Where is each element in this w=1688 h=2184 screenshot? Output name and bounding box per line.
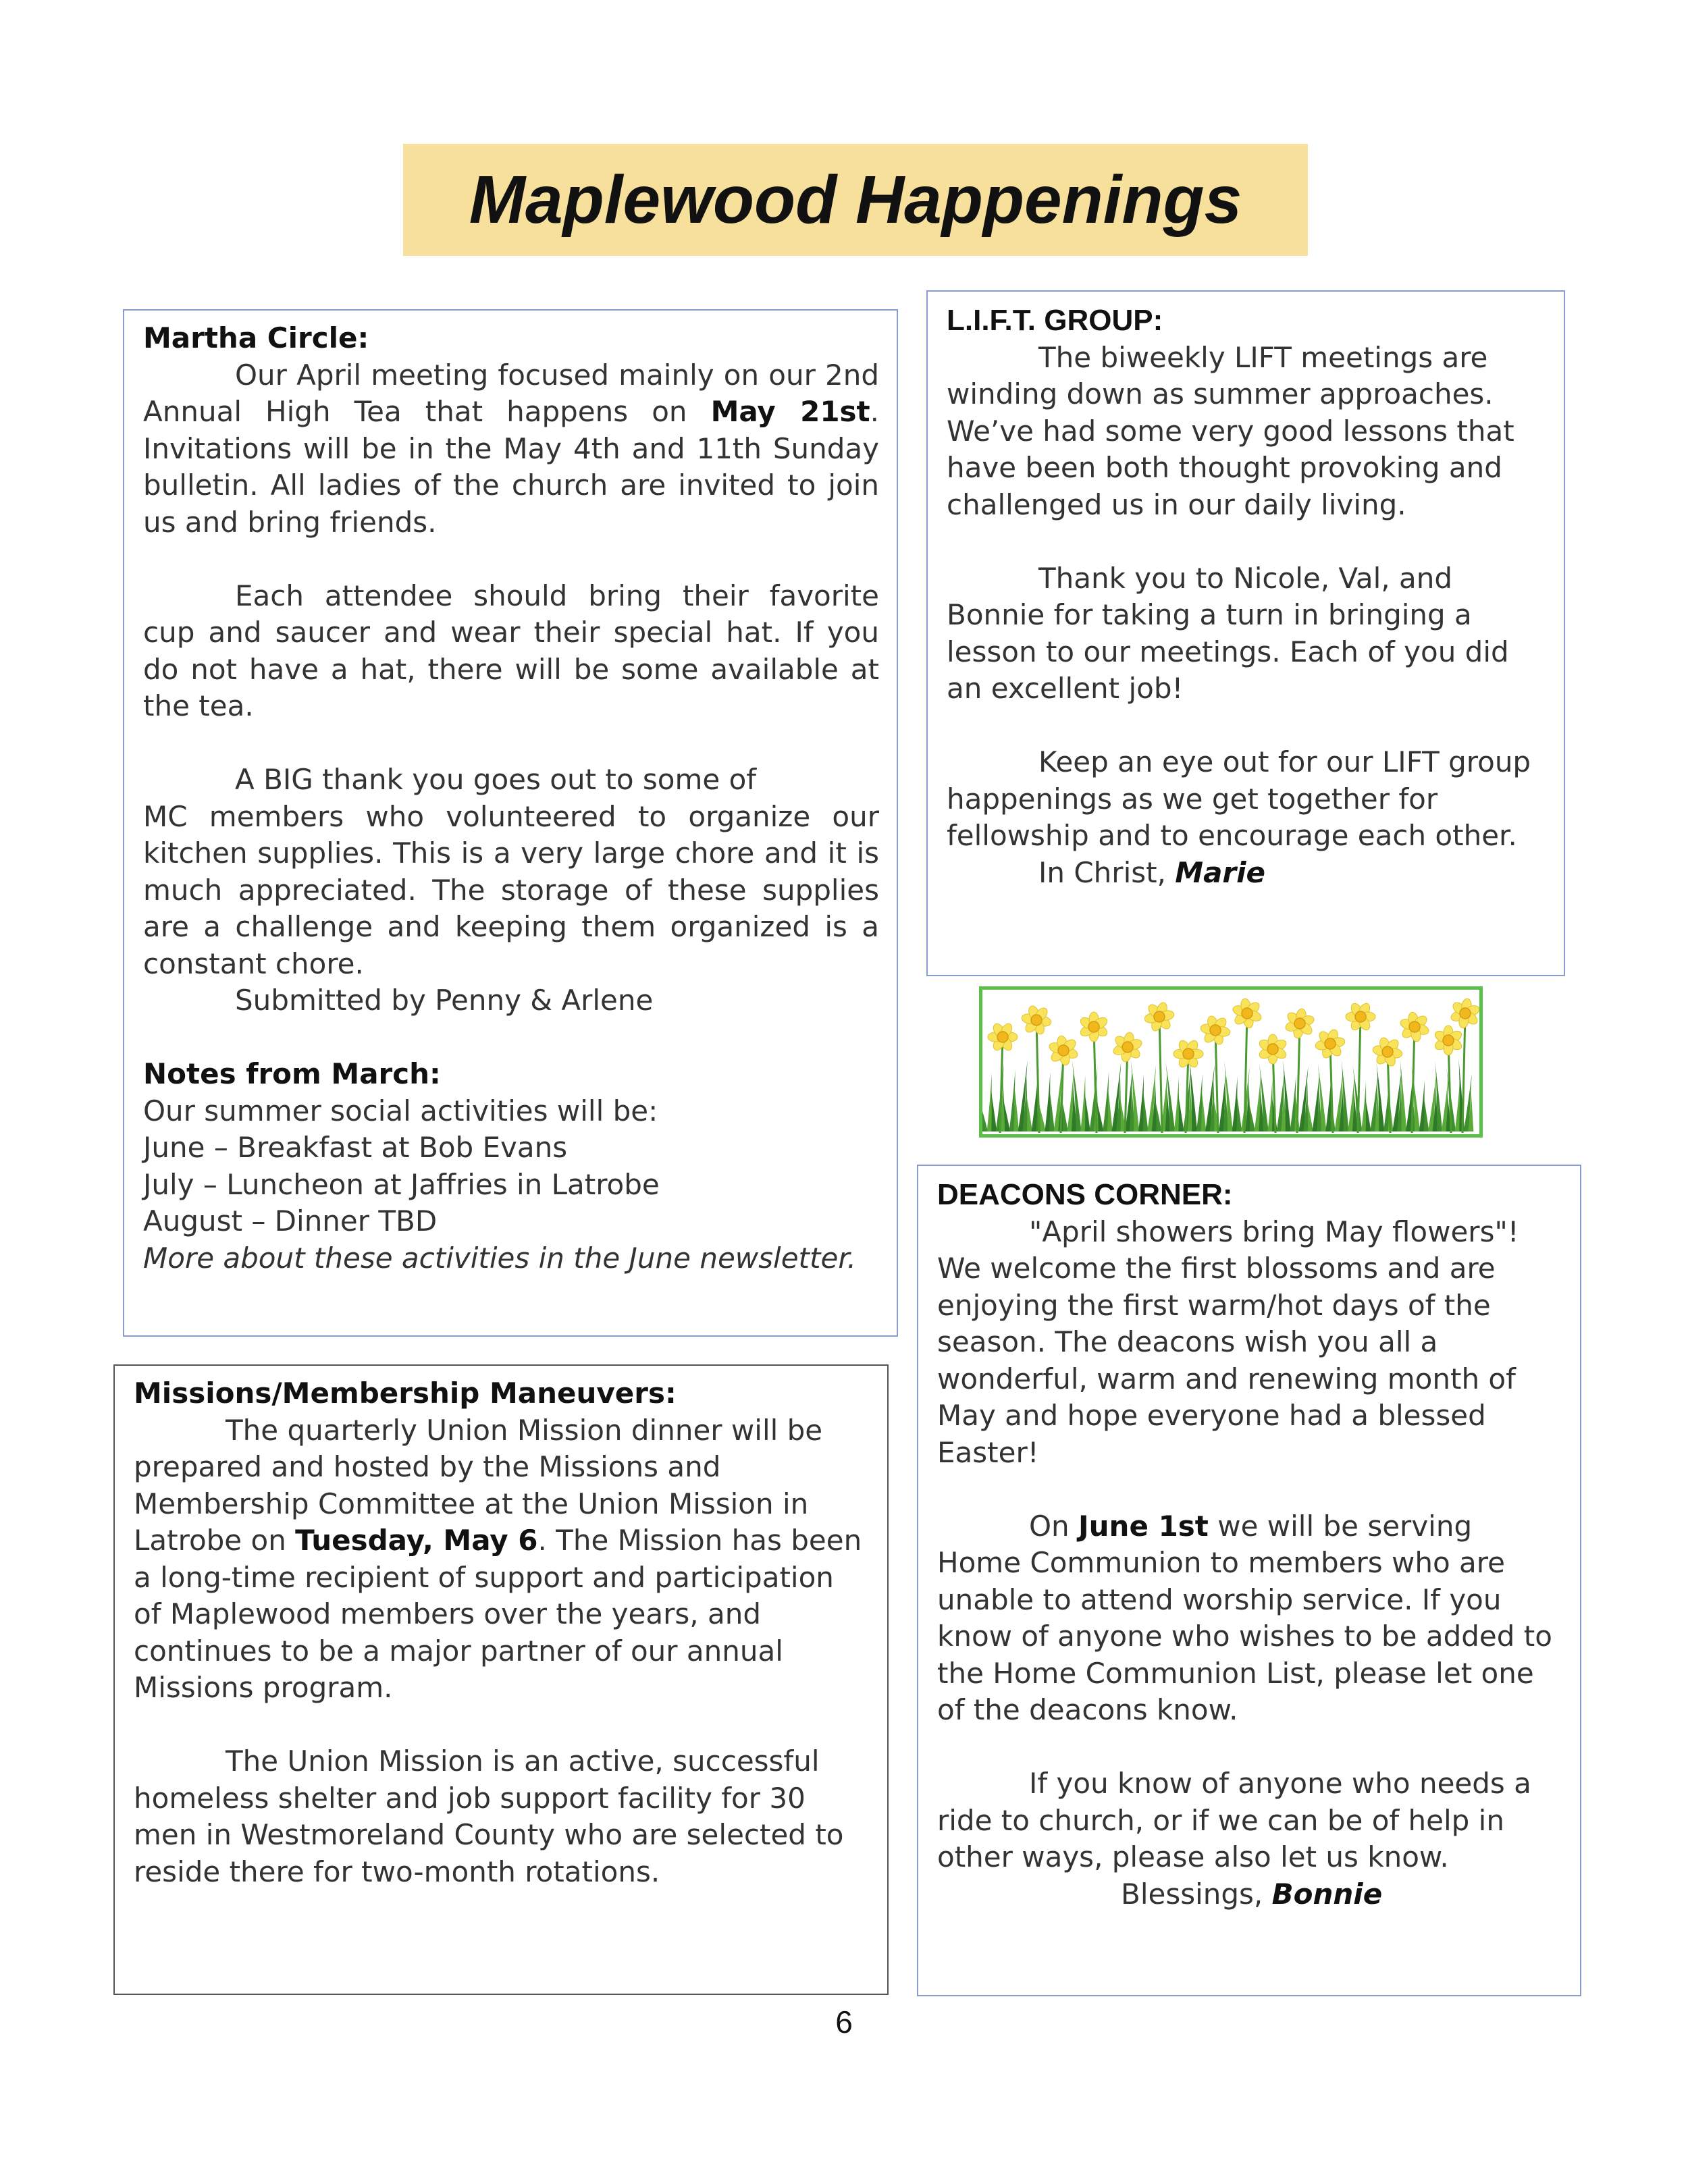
- title-banner: [403, 144, 1308, 256]
- martha-paragraph-2: Each attendee should bring their favorite cup and saucer and wear their special hat. If you do not have a hat, there will be some available at the tea.: [143, 579, 879, 722]
- lift-paragraph-3: Keep an eye out for our LIFT group happenings as we get together for fellowship and to encourage each other.: [947, 745, 1531, 852]
- lift-signature: In Christ, Marie: [1038, 855, 1266, 889]
- deacons-corner-box: [917, 1165, 1581, 1996]
- missions-paragraph-2: The Union Mission is an active, successful homeless shelter and job support facility for 30 men in Westmoreland County who are selected to reside there for two-month rotations.: [134, 1744, 844, 1888]
- tea-date: May 21st: [710, 395, 870, 428]
- deacons-signature: Blessings, Bonnie: [1121, 1877, 1383, 1911]
- missions-heading: Missions/Membership Maneuvers:: [134, 1377, 677, 1410]
- martha-paragraph-3: MC members who volunteered to organize our kitchen supplies. This is a very large chore and it is much appreciated. The storage of these supplies are a challenge and keeping them organized is a constant chore.: [143, 799, 879, 980]
- notes-item-june: June – Breakfast at Bob Evans: [143, 1131, 568, 1164]
- missions-paragraph-1: The quarterly Union Mission dinner will be prepared and hosted by the Missions and Membership Committee at the Union Mission in Latrobe on Tuesday, May 6. The Mission has been a long-time recipient of support and participation of Maplewood members over the years, and continues to be a major partner of our annual Missions program.: [134, 1413, 862, 1704]
- lift-paragraph-2: Thank you to Nicole, Val, and Bonnie for taking a turn in bringing a lesson to our meetings. Each of you did an excellent job!: [947, 561, 1509, 705]
- missions-box: [113, 1364, 889, 1995]
- daffodil-image: [979, 986, 1483, 1138]
- lift-heading: L.I.F.T. GROUP:: [947, 304, 1163, 337]
- deacons-paragraph-3: If you know of anyone who needs a ride to church, or if we can be of help in other ways, please also let us know.: [937, 1767, 1531, 1873]
- martha-paragraph-3-line1: A BIG thank you goes out to some of: [235, 763, 757, 796]
- notes-item-august: August – Dinner TBD: [143, 1204, 438, 1237]
- mission-dinner-date: Tuesday, May 6: [295, 1524, 538, 1557]
- deacons-paragraph-2: On June 1st we will be serving Home Communion to members who are unable to attend worship service. If you know of anyone who wishes to be added to the Home Communion List, please let one of the deacons know.: [937, 1509, 1552, 1726]
- martha-circle-box: [123, 309, 898, 1337]
- lift-group-box: [926, 290, 1565, 976]
- page-number: 6: [835, 2004, 853, 2040]
- page-title: Maplewood Happenings: [469, 161, 1242, 238]
- deacons-paragraph-1: "April showers bring May flowers"! We welcome the first blossoms and are enjoying the first warm/hot days of the season. The deacons wish you all a wonderful, warm and renewing month of May and hope everyone had a blessed Easter!: [937, 1215, 1519, 1469]
- martha-paragraph-1: Our April meeting focused mainly on our 2nd Annual High Tea that happens on May 21st. Invitations will be in the May 4th and 11th Sunday bulletin. All ladies of the church are invited to join us and bring friends.: [143, 358, 879, 539]
- notes-more: More about these activities in the June newsletter.: [143, 1241, 857, 1275]
- lift-paragraph-1: The biweekly LIFT meetings are winding down as summer approaches. We’ve had some very good lessons that have been both thought provoking and challenged us in our daily living.: [947, 340, 1514, 521]
- notes-item-july: July – Luncheon at Jaffries in Latrobe: [143, 1167, 660, 1201]
- daffodil-illustration: [982, 990, 1479, 1134]
- martha-submitted: Submitted by Penny & Arlene: [235, 984, 654, 1017]
- notes-heading: Notes from March:: [143, 1057, 441, 1090]
- notes-intro: Our summer social activities will be:: [143, 1094, 658, 1127]
- communion-date: June 1st: [1078, 1509, 1209, 1543]
- martha-heading: Martha Circle:: [143, 321, 369, 354]
- deacons-heading: DEACONS CORNER:: [937, 1178, 1233, 1211]
